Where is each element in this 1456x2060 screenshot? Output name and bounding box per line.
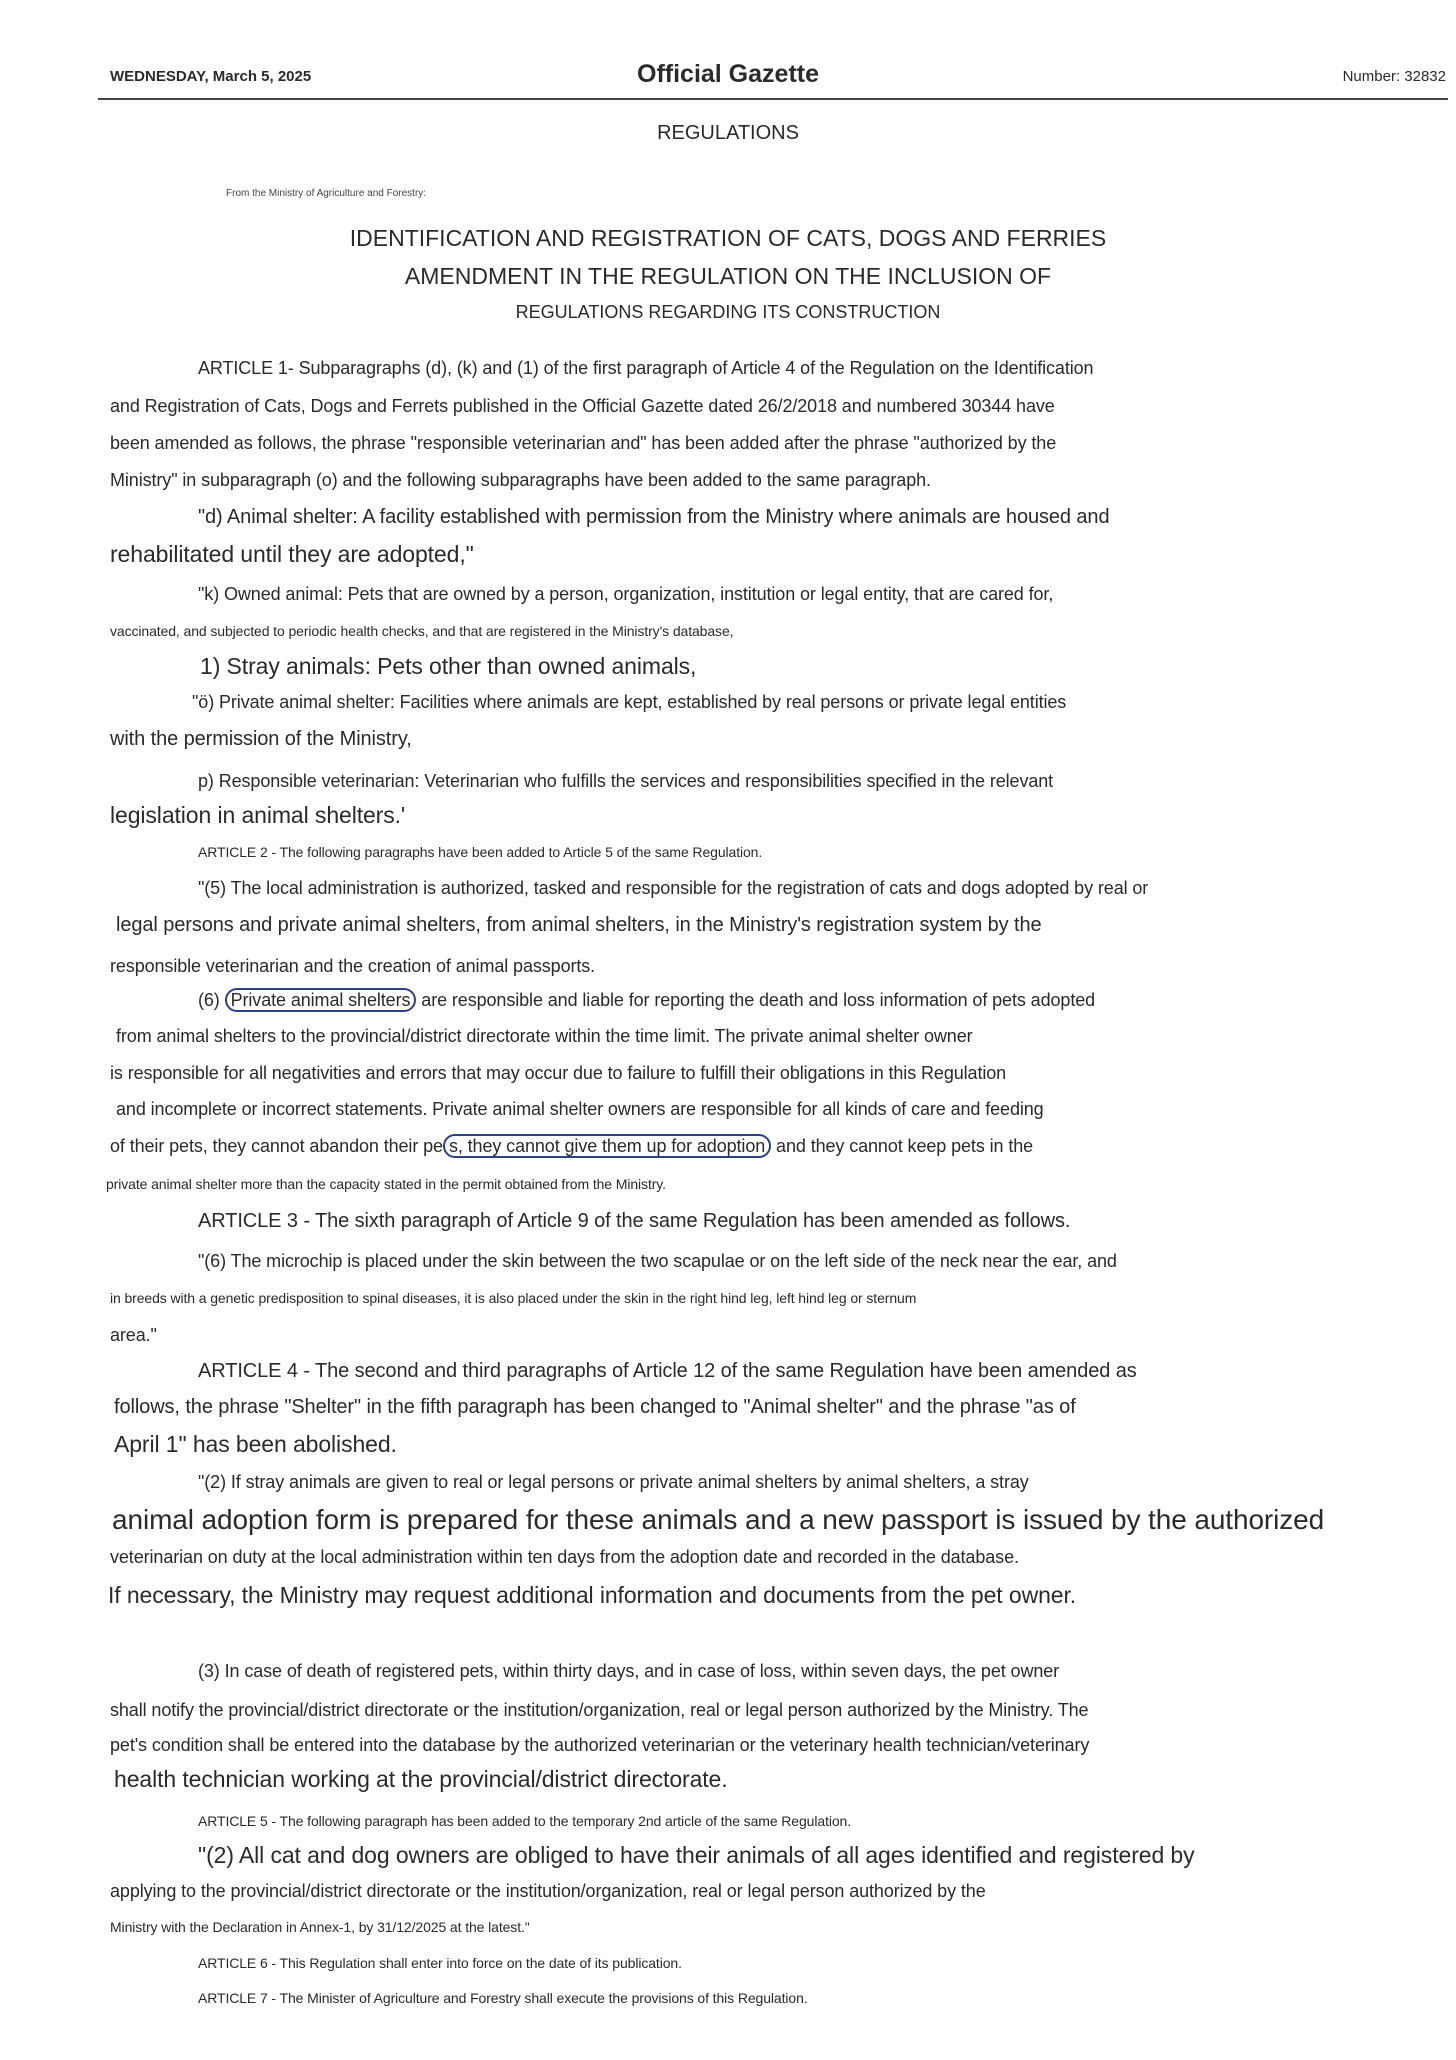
text-line: with the permission of the Ministry, — [110, 728, 412, 750]
text-line: from animal shelters to the provincial/district directorate within the time limit. The private animal shelter owner — [116, 1026, 973, 1046]
text-line: "(5) The local administration is authorized, tasked and responsible for the registration of cats and dogs adopted by real or — [198, 878, 1149, 898]
text-segment: are responsible and liable for reporting the death and loss information of pets adopted — [416, 990, 1096, 1010]
text-line: (3) In case of death of registered pets, within thirty days, and in case of loss, within seven days, the pet owner — [198, 1661, 1060, 1681]
circled-private-animal-shelters: Private animal shelters — [225, 988, 417, 1012]
text-segment: (6) — [198, 990, 225, 1010]
text-line: and incomplete or incorrect statements. Private animal shelter owners are responsible for all kinds of care and feeding — [116, 1099, 1044, 1119]
text-line: rehabilitated until they are adopted," — [110, 541, 474, 567]
text-line: ARTICLE 2 - The following paragraphs have been added to Article 5 of the same Regulation. — [198, 844, 763, 860]
text-line: animal adoption form is prepared for these animals and a new passport is issued by the authorized — [112, 1504, 1325, 1535]
text-line: health technician working at the provincial/district directorate. — [114, 1766, 728, 1792]
text-line: p) Responsible veterinarian: Veterinarian who fulfills the services and responsibilities specified in the relevant — [198, 771, 1054, 791]
text-line: legal persons and private animal shelters, from animal shelters, in the Ministry's registration system by the — [116, 914, 1042, 936]
text-line: Ministry" in subparagraph (o) and the following subparagraphs have been added to the same paragraph. — [110, 470, 931, 490]
text-line: been amended as follows, the phrase "responsible veterinarian and" has been added after the phrase "authorized by the — [110, 433, 1057, 453]
text-line: "(2) If stray animals are given to real or legal persons or private animal shelters by animal shelters, a stray — [198, 1472, 1029, 1492]
text-line: responsible veterinarian and the creation of animal passports. — [110, 956, 596, 976]
text-line: area." — [110, 1325, 157, 1345]
text-line — [198, 990, 1095, 1011]
text-line: pet's condition shall be entered into the database by the authorized veterinarian or the veterinary health technician/veterinary — [110, 1735, 1090, 1755]
text-line — [110, 1136, 1033, 1157]
text-line: is responsible for all negativities and errors that may occur due to failure to fulfill their obligations in this Regulation — [110, 1063, 1007, 1083]
text-line: ARTICLE 6 - This Regulation shall enter into force on the date of its publication. — [198, 1955, 682, 1971]
text-line: and Registration of Cats, Dogs and Ferrets published in the Official Gazette dated 26/2/2018 and numbered 30344 have — [110, 396, 1055, 416]
text-line: ARTICLE 7 - The Minister of Agriculture and Forestry shall execute the provisions of this Regulation. — [198, 1990, 808, 2006]
section-heading: REGULATIONS — [657, 122, 799, 144]
regulation-title-line-1: IDENTIFICATION AND REGISTRATION OF CATS, DOGS AND FERRIES — [349, 225, 1107, 251]
header-date: WEDNESDAY, March 5, 2025 — [110, 68, 312, 85]
text-line: April 1" has been abolished. — [114, 1431, 397, 1457]
header-title: Official Gazette — [637, 60, 819, 88]
ministry-note: From the Ministry of Agriculture and Forestry: — [226, 188, 427, 199]
text-line: legislation in animal shelters.' — [110, 802, 406, 828]
header-number: Number: 32832 — [1342, 68, 1446, 85]
header-rule — [98, 98, 1448, 100]
circled-cannot-give-up-for-adoption: s, they cannot give them up for adoption — [443, 1134, 771, 1158]
text-line: ARTICLE 4 - The second and third paragraphs of Article 12 of the same Regulation have been amended as — [198, 1360, 1137, 1382]
text-line: shall notify the provincial/district directorate or the institution/organization, real or legal person authorized by the Ministry. The — [110, 1700, 1089, 1720]
text-line: "ö) Private animal shelter: Facilities where animals are kept, established by real persons or private legal entities — [192, 692, 1067, 712]
text-line: 1) Stray animals: Pets other than owned animals, — [200, 653, 697, 679]
text-line: applying to the provincial/district directorate or the institution/organization, real or legal person authorized by the — [110, 1881, 986, 1901]
text-line: If necessary, the Ministry may request additional information and documents from the pet owner. — [108, 1582, 1077, 1608]
text-line: private animal shelter more than the capacity stated in the permit obtained from the Ministry. — [106, 1176, 666, 1192]
text-line: follows, the phrase "Shelter" in the fifth paragraph has been changed to "Animal shelter" and the phrase "as of — [114, 1396, 1076, 1418]
text-line: "k) Owned animal: Pets that are owned by a person, organization, institution or legal entity, that are cared for, — [198, 584, 1054, 604]
text-line: ARTICLE 5 - The following paragraph has been added to the temporary 2nd article of the same Regulation. — [198, 1813, 852, 1829]
text-line: ARTICLE 3 - The sixth paragraph of Article 9 of the same Regulation has been amended as follows. — [198, 1210, 1071, 1232]
text-line: Ministry with the Declaration in Annex-1, by 31/12/2025 at the latest." — [110, 1919, 530, 1935]
text-line: "d) Animal shelter: A facility established with permission from the Ministry where animals are housed and — [198, 506, 1110, 528]
text-line: in breeds with a genetic predisposition to spinal diseases, it is also placed under the skin in the right hind leg, left hind leg or sternum — [110, 1290, 917, 1306]
text-segment: and they cannot keep pets in the — [771, 1136, 1034, 1156]
text-line: ARTICLE 1- Subparagraphs (d), (k) and (1) of the first paragraph of Article 4 of the Regulation on the Identification — [198, 358, 1094, 378]
text-line: vaccinated, and subjected to periodic health checks, and that are registered in the Ministry's database, — [110, 623, 734, 639]
regulation-title-line-3: REGULATIONS REGARDING ITS CONSTRUCTION — [515, 302, 941, 322]
text-segment: of their pets, they cannot abandon their pe — [110, 1136, 443, 1156]
text-line: veterinarian on duty at the local administration within ten days from the adoption date and recorded in the database. — [110, 1547, 1019, 1567]
regulation-title-line-2: AMENDMENT IN THE REGULATION ON THE INCLUSION OF — [404, 263, 1052, 289]
text-line: "(2) All cat and dog owners are obliged to have their animals of all ages identified and registered by — [198, 1842, 1195, 1868]
text-line: "(6) The microchip is placed under the skin between the two scapulae or on the left side of the neck near the ear, and — [198, 1251, 1117, 1271]
